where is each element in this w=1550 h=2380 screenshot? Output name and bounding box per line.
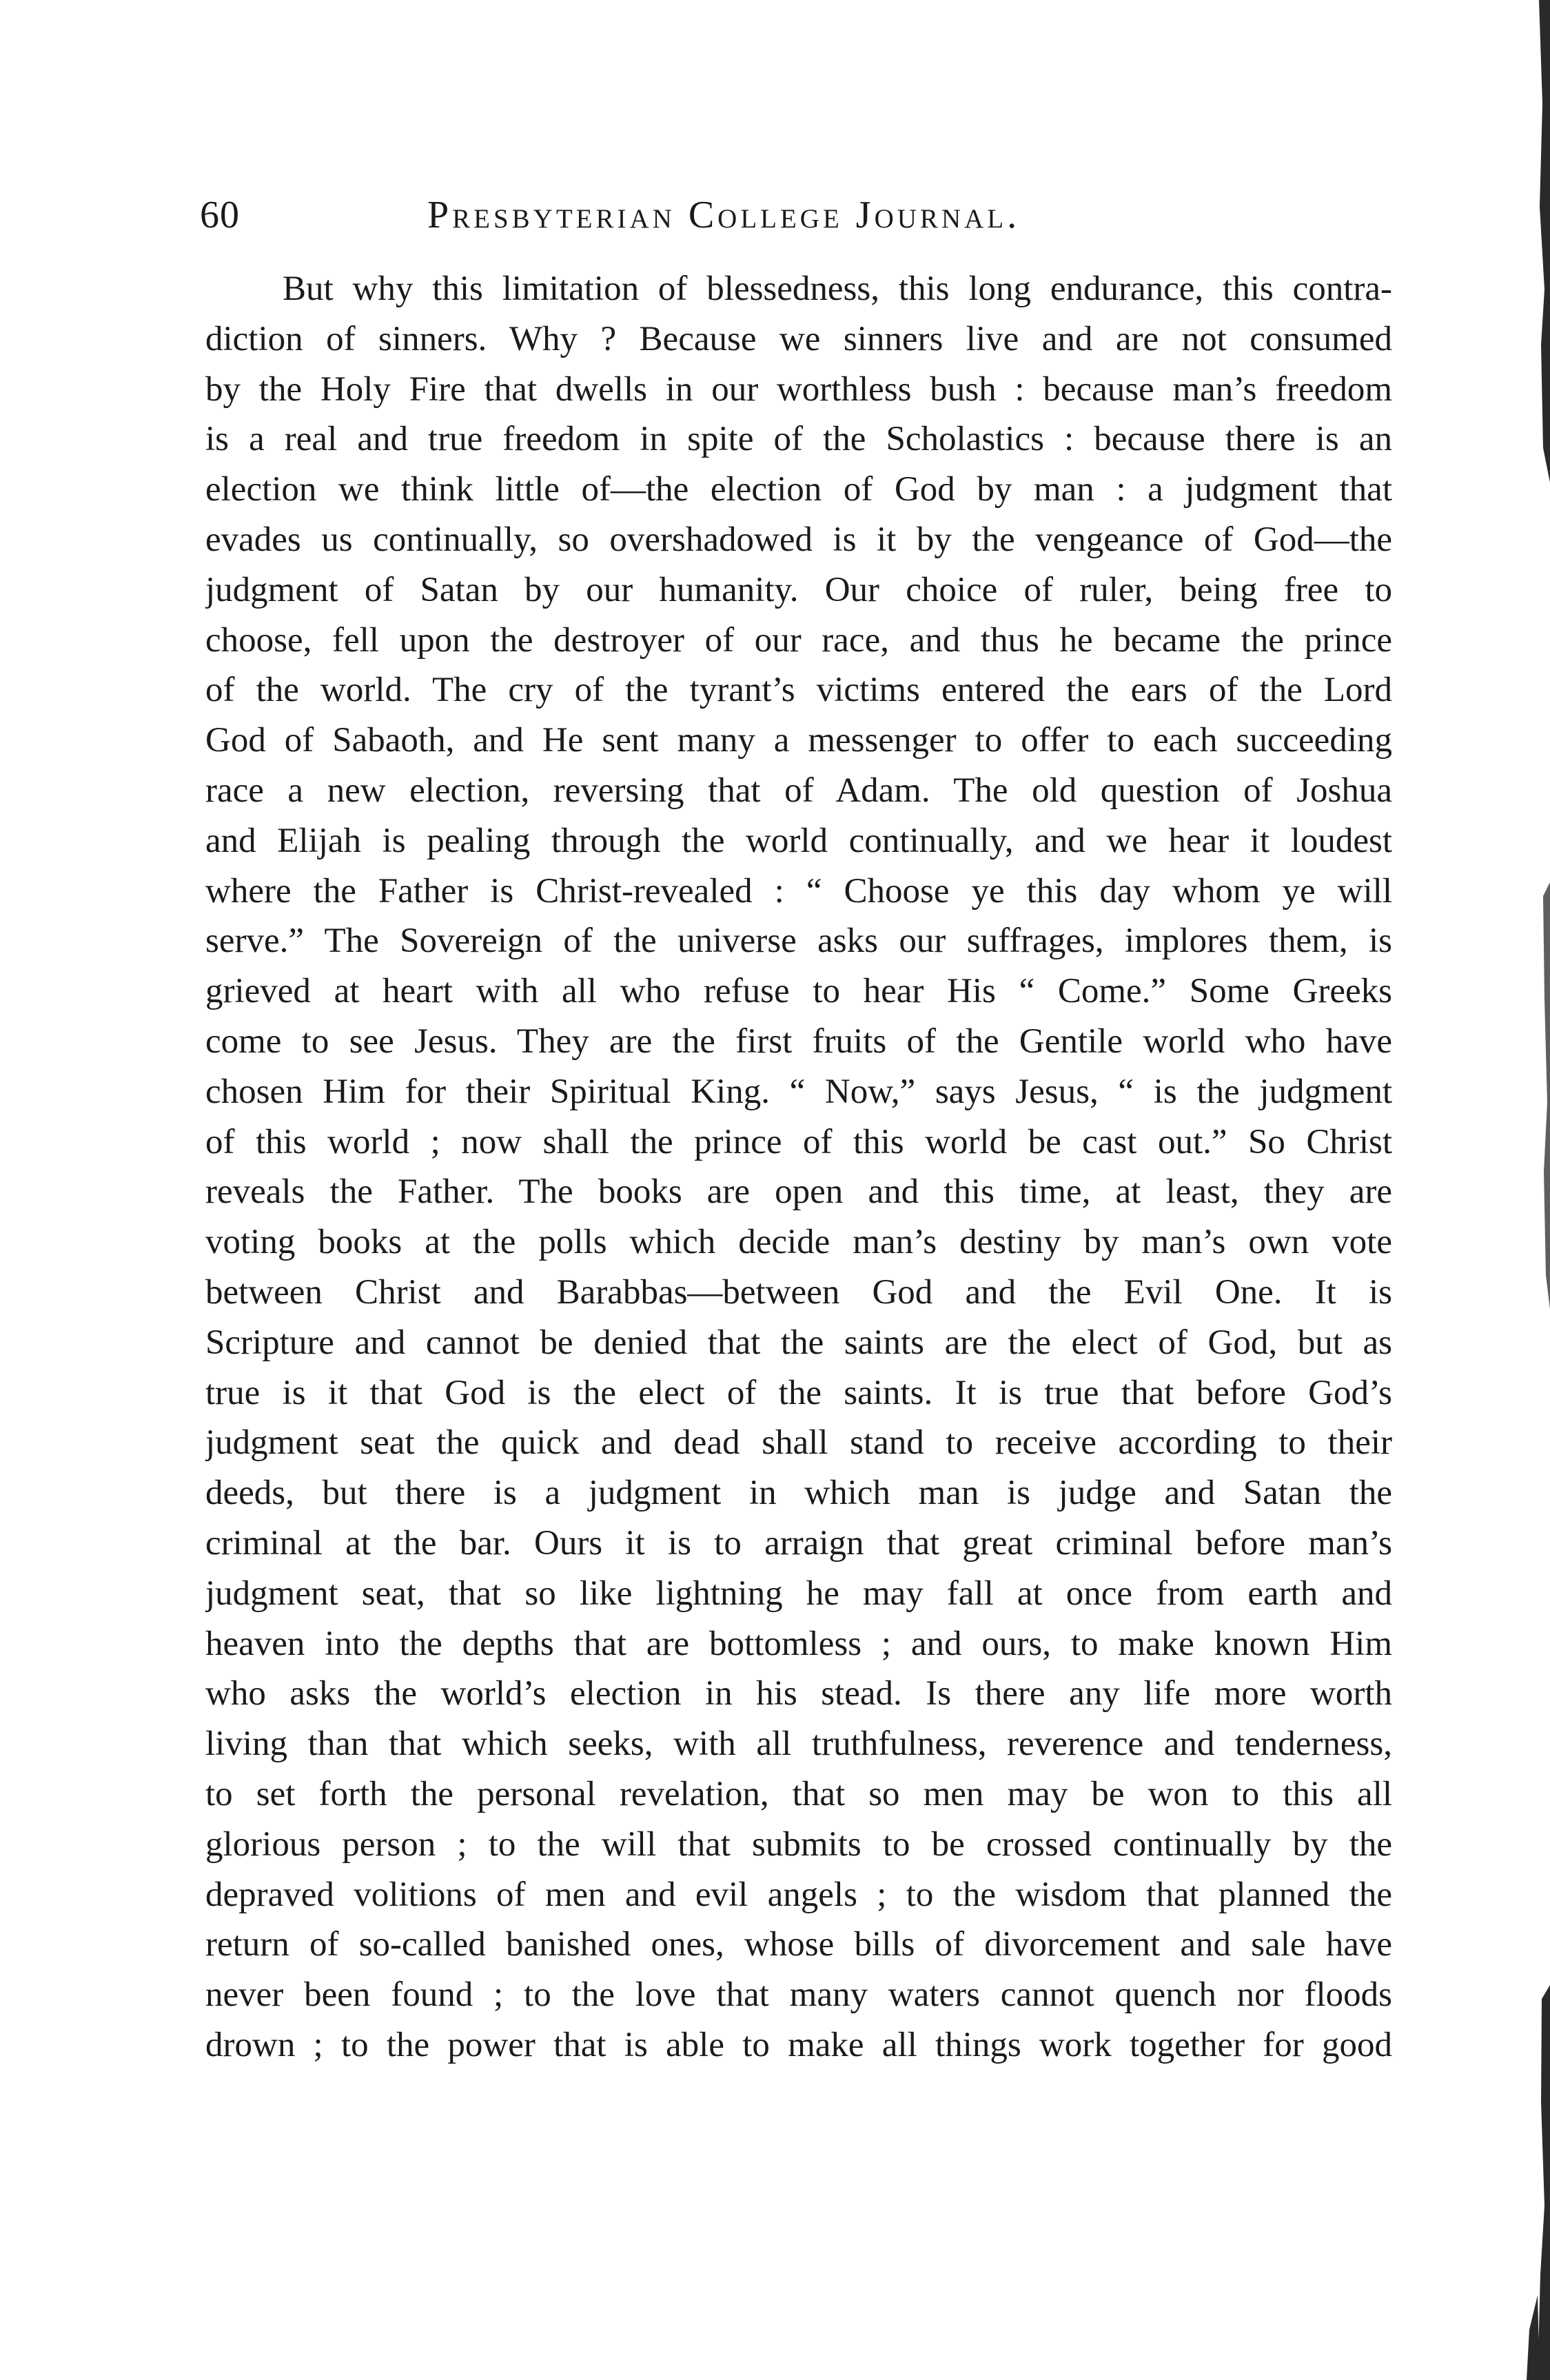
scanned-page-edge: [1509, 0, 1550, 2380]
text-line: never been found ; to the love that many waters cannot quench nor floods: [205, 1975, 1392, 2015]
text-line: judgment of Satan by our humanity. Our choice of ruler, being free to: [205, 570, 1392, 609]
text-line: heaven into the depths that are bottomless ; and ours, to make known Him: [205, 1624, 1392, 1663]
text-line: choose, fell upon the destroyer of our race, and thus he became the prince: [205, 620, 1392, 660]
text-line: of this world ; now shall the prince of this world be cast out.” So Christ: [205, 1122, 1392, 1161]
text-line: return of so-called banished ones, whose bills of divorcement and sale have: [205, 1925, 1392, 1964]
body-paragraph: [205, 264, 1392, 2071]
text-line: reveals the Father. The books are open and this time, at least, they are: [205, 1172, 1392, 1212]
text-line: judgment seat, that so like lightning he may fall at once from earth and: [205, 1574, 1392, 1613]
page-number: 60: [200, 194, 240, 236]
text-line: chosen Him for their Spiritual King. “ Now,” says Jesus, “ is the judgment: [205, 1072, 1392, 1111]
text-line: criminal at the bar. Ours it is to arraign that great criminal before man’s: [205, 1523, 1392, 1563]
text-line: by the Holy Fire that dwells in our worthless bush : because man’s freedom: [205, 369, 1392, 409]
text-line: is a real and true freedom in spite of the Scholastics : because there is an: [205, 420, 1392, 459]
text-line: where the Father is Christ-revealed : “ Choose ye this day whom ye will: [205, 871, 1392, 911]
page-header: [200, 187, 1440, 243]
text-line: judgment seat the quick and dead shall stand to receive according to their: [205, 1423, 1392, 1463]
text-line: depraved volitions of men and evil angels ; to the wisdom that planned the: [205, 1875, 1392, 1914]
text-line: serve.” The Sovereign of the universe asks our suffrages, implores them, is: [205, 922, 1392, 961]
text-line: living than that which seeks, with all truthfulness, reverence and tenderness,: [205, 1725, 1392, 1764]
text-line: between Christ and Barabbas—between God and the Evil One. It is: [205, 1272, 1392, 1312]
text-line: who asks the world’s election in his stead. Is there any life more worth: [205, 1674, 1392, 1713]
text-line: voting books at the polls which decide man’s destiny by man’s own vote: [205, 1223, 1392, 1262]
text-line: God of Sabaoth, and He sent many a messenger to offer to each succeeding: [205, 721, 1392, 760]
text-line: true is it that God is the elect of the saints. It is true that before God’s: [205, 1373, 1392, 1412]
text-line: But why this limitation of blessedness, this long endurance, this contra-: [283, 269, 1392, 308]
text-line: glorious person ; to the will that submits to be crossed continually by the: [205, 1824, 1392, 1864]
text-line: of the world. The cry of the tyrant’s victims entered the ears of the Lord: [205, 671, 1392, 710]
text-line: to set forth the personal revelation, that so men may be won to this all: [205, 1774, 1392, 1813]
text-line: race a new election, reversing that of Adam. The old question of Joshua: [205, 771, 1392, 810]
text-line: election we think little of—the election of God by man : a judgment that: [205, 470, 1392, 509]
text-line: deeds, but there is a judgment in which man is judge and Satan the: [205, 1474, 1392, 1513]
text-line: and Elijah is pealing through the world continually, and we hear it loudest: [205, 821, 1392, 860]
text-line: evades us continually, so overshadowed is it by the vengeance of God—the: [205, 520, 1392, 559]
text-line: diction of sinners. Why ? Because we sinners live and are not consumed: [205, 319, 1392, 358]
text-line: Scripture and cannot be denied that the saints are the elect of God, but as: [205, 1323, 1392, 1362]
text-line: come to see Jesus. They are the first fruits of the Gentile world who have: [205, 1021, 1392, 1061]
text-line: grieved at heart with all who refuse to hear His “ Come.” Some Greeks: [205, 972, 1392, 1011]
text-line: drown ; to the power that is able to make all things work together for good: [205, 2025, 1392, 2064]
running-title: Presbyterian College Journal.: [427, 194, 1021, 236]
